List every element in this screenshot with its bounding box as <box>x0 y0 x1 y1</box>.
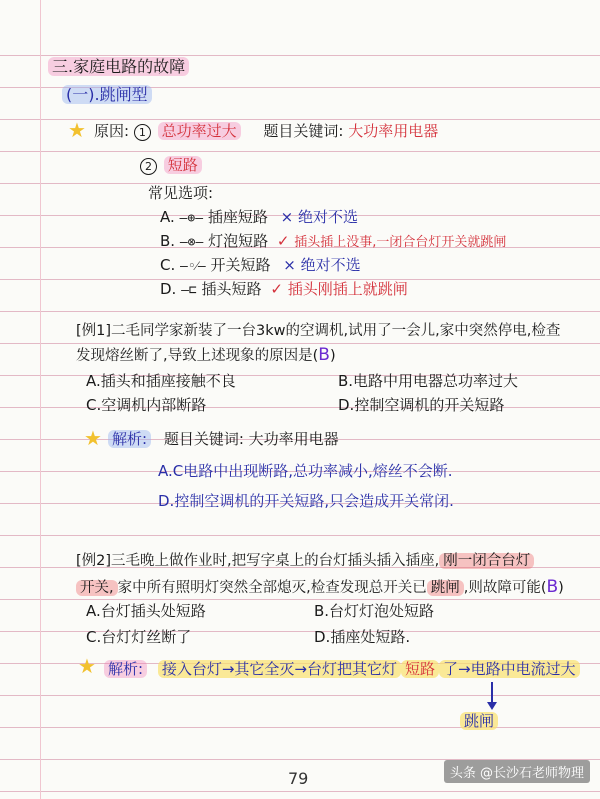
cross-mark-icon: × <box>283 256 296 274</box>
down-arrow-icon <box>491 682 493 704</box>
star-icon: ★ <box>78 654 96 678</box>
section-title: 三.家庭电路的故障 <box>48 58 189 76</box>
socket-symbol-icon: —⊕— <box>179 211 204 226</box>
plug-symbol-icon: —⊏ <box>181 283 197 298</box>
option-a: A. —⊕— 插座短路 × 绝对不选 <box>160 208 358 226</box>
circle-number-2: 2 <box>140 158 157 175</box>
example1-line2: 发现熔丝断了,导致上述现象的原因是(B) <box>76 345 336 365</box>
example2-answer: B <box>546 577 559 597</box>
keyword-label: 题目关键词: <box>263 122 344 140</box>
switch-symbol-icon: —◦⁄— <box>180 259 206 274</box>
example1-line1: [例1]二毛同学家新装了一台3kw的空调机,试用了一会儿,家中突然停电,检查 <box>76 323 561 339</box>
example2-option-b: B.台灯灯泡处短路 <box>314 602 435 620</box>
option-d: D. —⊏ 插头短路 ✓ 插头刚插上就跳闸 <box>160 280 408 298</box>
example2-line2: 开关, 家中所有照明灯突然全部熄灭,检查发现总开关已 跳闸 ,则故障可能(B) <box>76 578 564 597</box>
watermark: 头条 @长沙石老师物理 <box>444 760 590 783</box>
example2-analysis: 解析: 接入台灯→其它全灭→台灯把其它灯 短路 了→电路中电流过大 <box>104 660 580 678</box>
down-arrow-head-icon <box>487 702 497 710</box>
example1-analysis-line1: 解析: 题目关键词: 大功率用电器 <box>108 430 339 448</box>
star-icon: ★ <box>68 118 86 142</box>
keyword-value: 大功率用电器 <box>348 122 439 140</box>
example1-analysis-line3: D.控制空调机的开关短路,只会造成开关常闭. <box>158 492 454 510</box>
margin-line <box>40 0 41 799</box>
section-subtitle: (一).跳闸型 <box>62 86 152 104</box>
cause-overload: 总功率过大 <box>158 122 241 140</box>
example2-option-a: A.台灯插头处短路 <box>86 602 206 620</box>
check-mark-icon: ✓ <box>270 280 283 298</box>
example2-result: 跳闸 <box>460 712 498 730</box>
option-c: C. —◦⁄— 开关短路 × 绝对不选 <box>160 256 361 274</box>
example1-option-c: C.空调机内部断路 <box>86 396 207 414</box>
check-mark-icon: ✓ <box>276 232 290 250</box>
options-title: 常见选项: <box>148 184 214 202</box>
example2-option-c: C.台灯灯丝断了 <box>86 628 192 646</box>
example1-option-a: A.插头和插座接触不良 <box>86 372 236 390</box>
example1-option-b: B.电路中用电器总功率过大 <box>338 372 519 390</box>
page-number: 79 <box>288 769 309 788</box>
example1-option-d: D.控制空调机的开关短路 <box>338 396 505 414</box>
cross-mark-icon: × <box>280 208 294 226</box>
cause-short-circuit: 2 短路 <box>140 156 202 175</box>
example2-line1: [例2]三毛晚上做作业时,把写字桌上的台灯插头插入插座, 刚一闭合台灯 <box>76 552 534 570</box>
lamp-symbol-icon: —⊗— <box>179 235 204 250</box>
cause-line: 原因: 1 总功率过大 题目关键词: 大功率用电器 <box>94 122 439 140</box>
example1-analysis-line2: A.C电路中出现断路,总功率减小,熔丝不会断. <box>158 462 453 480</box>
circle-number-1: 1 <box>134 124 151 141</box>
example1-answer: B <box>318 345 330 365</box>
example2-option-d: D.插座处短路. <box>314 628 411 646</box>
star-icon: ★ <box>84 426 102 450</box>
option-b: B. —⊗— 灯泡短路 ✓ 插头插上没事,一闭合台灯开关就跳闸 <box>160 232 507 250</box>
